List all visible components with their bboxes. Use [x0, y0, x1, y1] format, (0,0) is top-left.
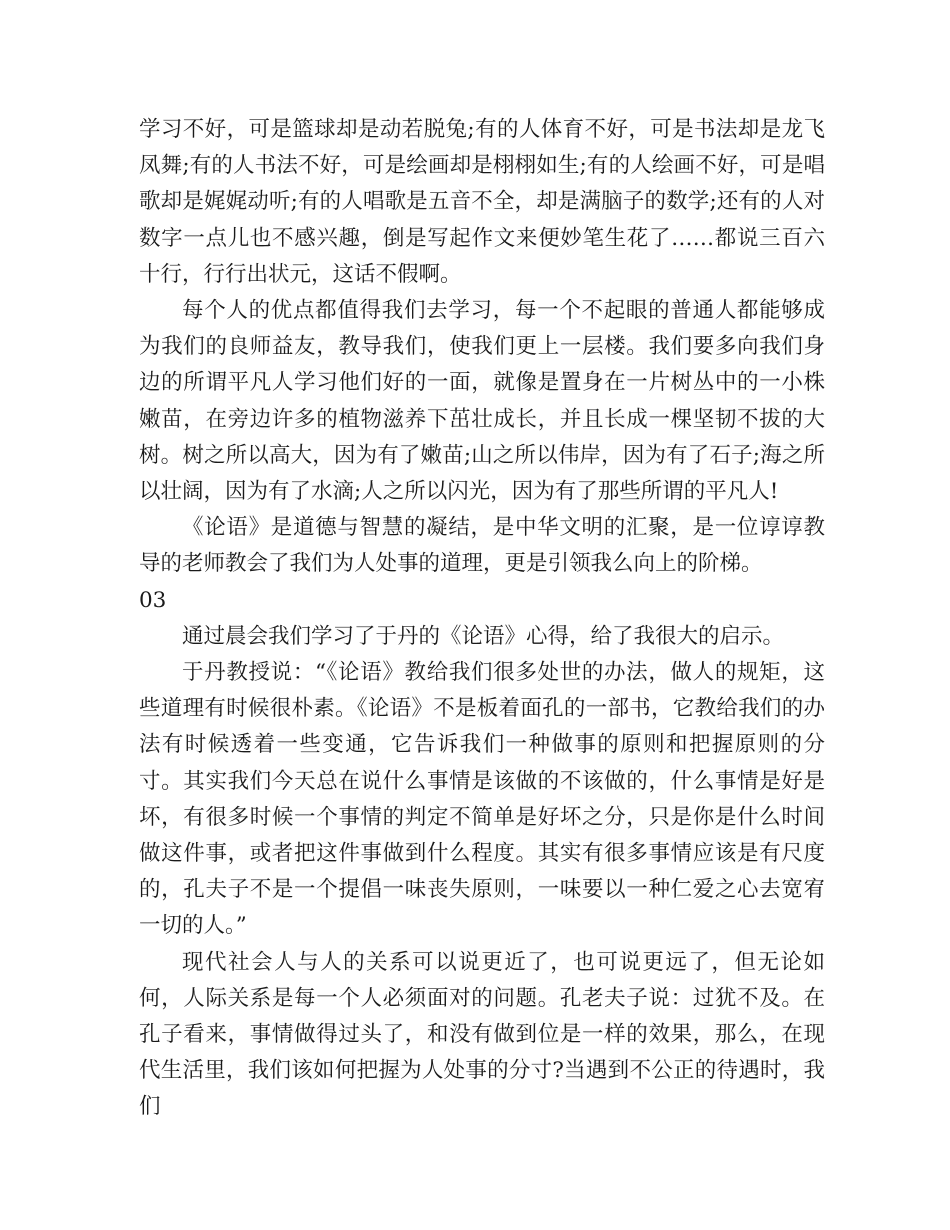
paragraph-6: 现代社会人与人的关系可以说更近了，也可说更远了，但无论如何，人际关系是每一个人必须面对的问题。孔老夫子说：过犹不及。在孔子看来，事情做得过头了，和没有做到位是一样的效果，那么，在现代生活里，我们该如何把握为人处事的分寸?当遇到不公正的待遇时，我们 — [139, 949, 825, 1120]
section-number: 03 — [139, 587, 167, 613]
paragraph-2: 每个人的优点都值得我们去学习，每一个不起眼的普通人都能够成为我们的良师益友，教导我们，使我们更上一层楼。我们要多向我们身边的所谓平凡人学习他们好的一面，就像是置身在一片树丛中的一小株嫩苗，在旁边许多的植物滋养下茁壮成长，并且长成一棵坚韧不拔的大树。树之所以高大，因为有了嫩苗;山之所以伟岸，因为有了石子;海之所以壮阔，因为有了水滴;人之所以闪光，因为有了那些所谓的平凡人! — [139, 298, 825, 505]
paragraph-5: 于丹教授说：“《论语》教给我们很多处世的办法，做人的规矩，这些道理有时候很朴素。《论语》不是板着面孔的一部书，它教给我们的办法有时候透着一些变通，它告诉我们一种做事的原则和把握原则的分寸。其实我们今天总在说什么事情是该做的不该做的，什么事情是好是坏，有很多时候一个事情的判定不简单是好坏之分，只是你是什么时间做这件事，或者把这件事做到什么程度。其实有很多事情应该是有尺度的，孔夫子不是一个提倡一味丧失原则，一味要以一种仁爱之心去宽宥一切的人。” — [139, 660, 825, 939]
paragraph-4: 通过晨会我们学习了于丹的《论语》心得，给了我很大的启示。 — [182, 623, 785, 649]
paragraph-3: 《论语》是道德与智慧的凝结，是中华文明的汇聚，是一位谆谆教导的老师教会了我们为人处事的道理，更是引领我么向上的阶梯。 — [139, 515, 825, 577]
document-body — [139, 112, 825, 1126]
paragraph-1: 学习不好，可是篮球却是动若脱兔;有的人体育不好，可是书法却是龙飞凤舞;有的人书法不好，可是绘画却是栩栩如生;有的人绘画不好，可是唱歌却是娓娓动听;有的人唱歌是五音不全，却是满脑子的数学;还有的人对数字一点儿也不感兴趣，倒是写起作文来便妙笔生花了……都说三百六十行，行行出状元，这话不假啊。 — [139, 117, 825, 287]
